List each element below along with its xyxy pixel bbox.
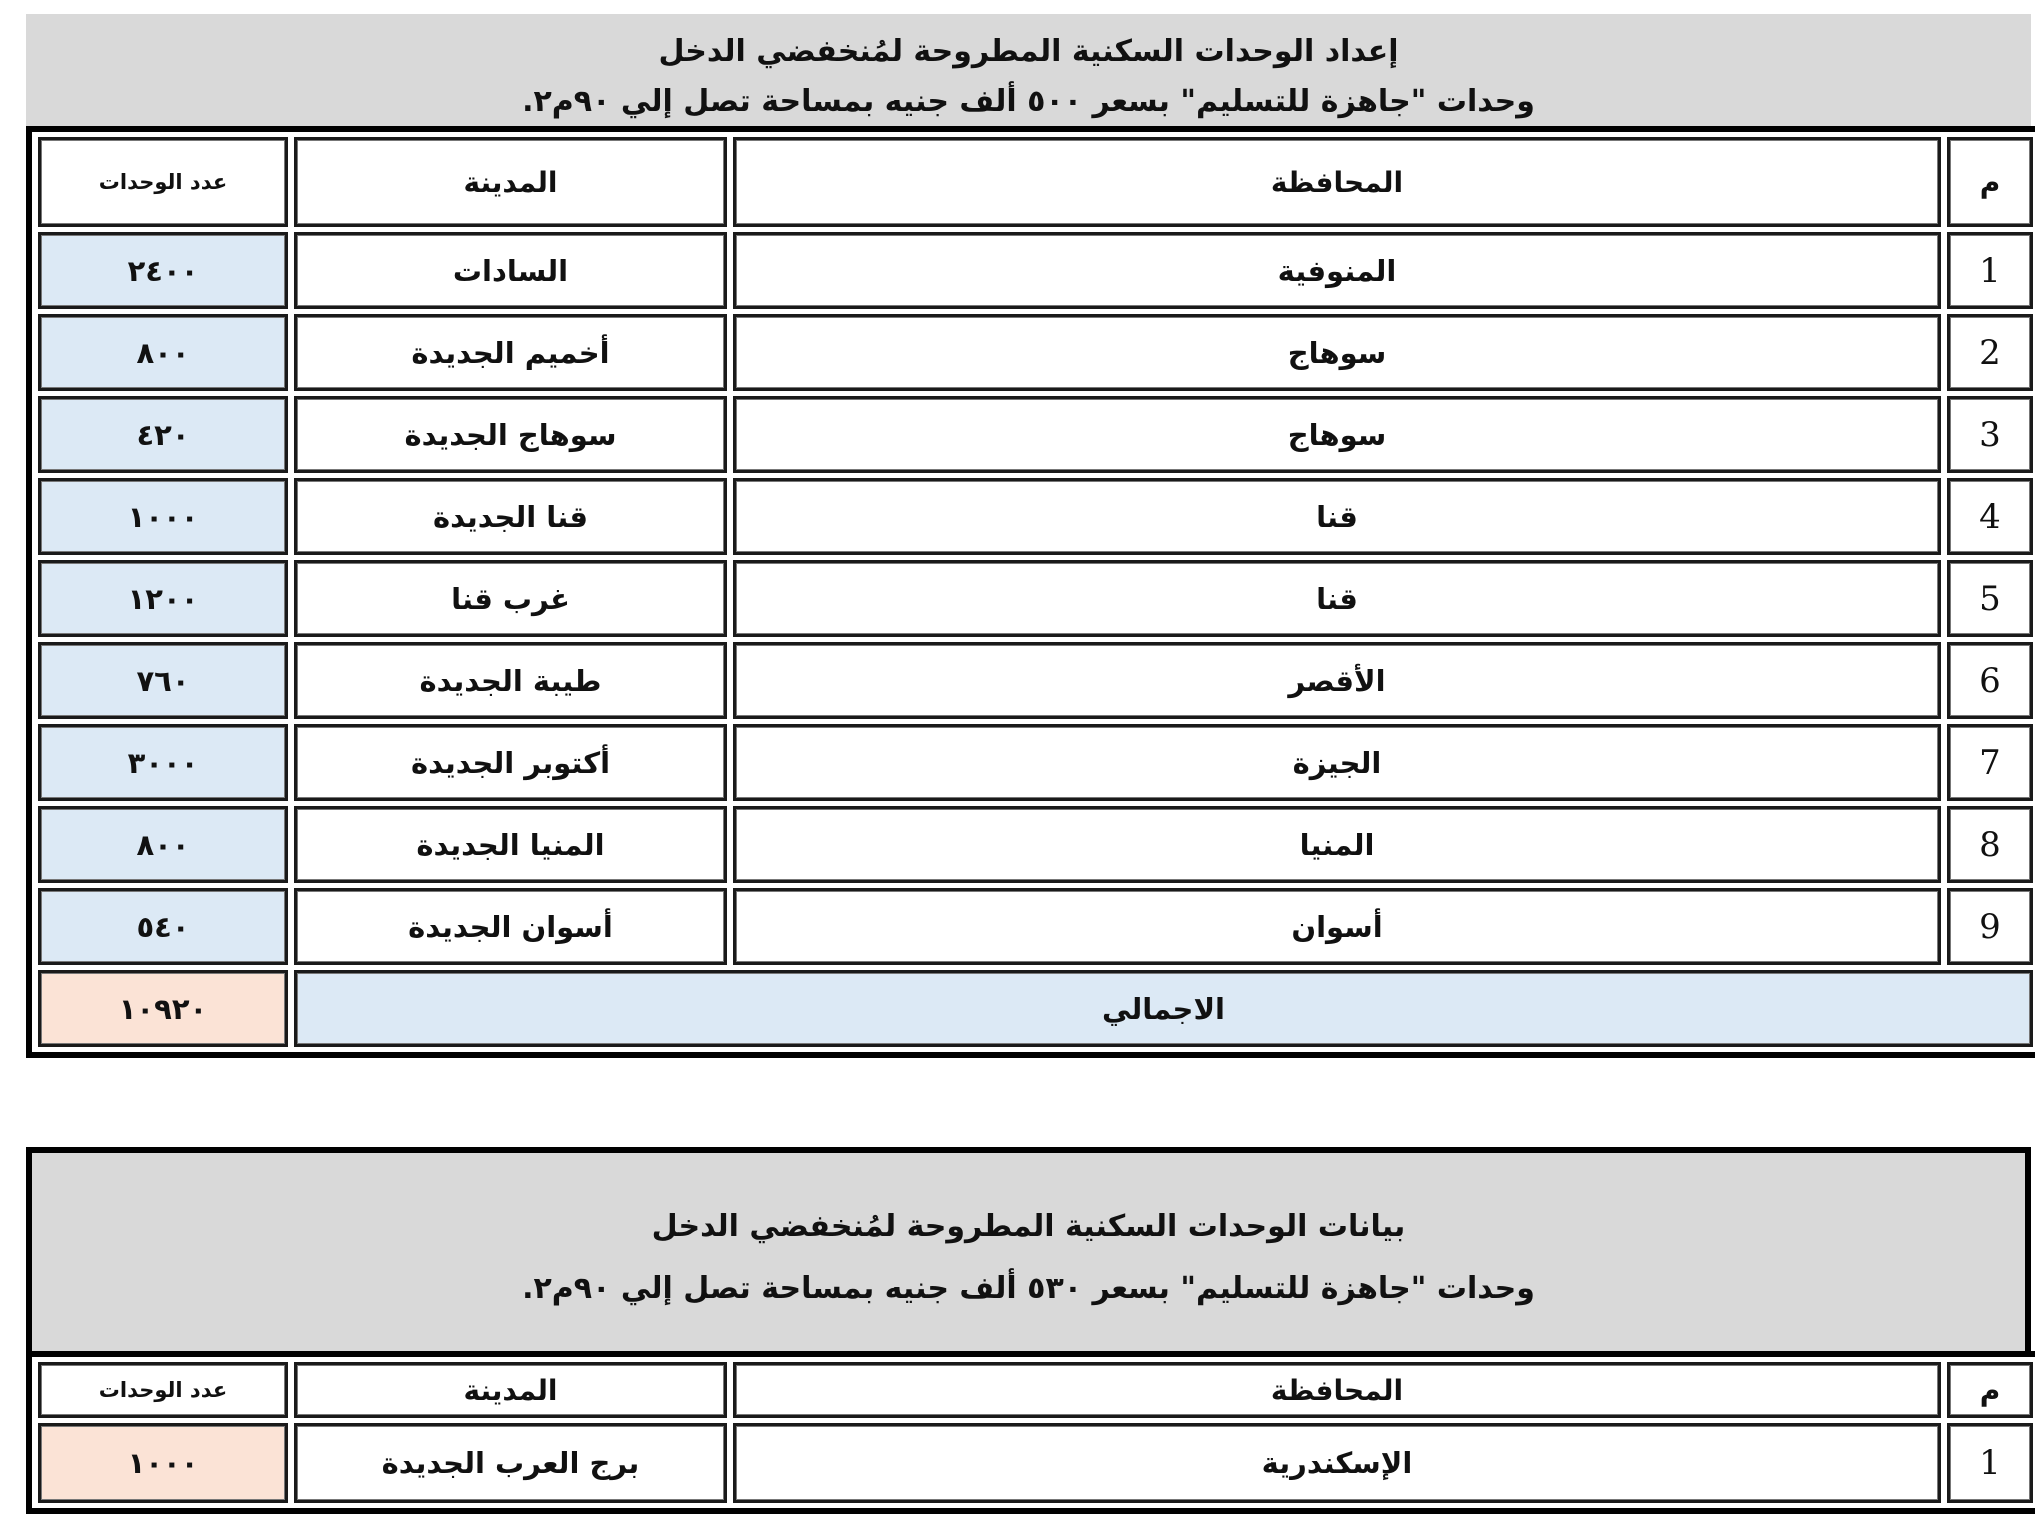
row-index: 1 — [1947, 232, 2033, 309]
row-units: ٨٠٠ — [38, 806, 288, 883]
section-1-table — [26, 126, 2035, 1058]
total-label: الاجمالي — [294, 970, 2033, 1047]
row-units: ٨٠٠ — [38, 314, 288, 391]
header-governorate: المحافظة — [733, 1362, 1941, 1418]
section-1-header-row — [38, 137, 2033, 227]
section-1-subtitle: وحدات "جاهزة للتسليم" بسعر ٥٠٠ ألف جنيه بمساحة تصل إلي ٩٠م٢. — [522, 84, 1535, 119]
row-units: ١٠٠٠ — [38, 1423, 288, 1503]
section-2-subtitle: وحدات "جاهزة للتسليم" بسعر ٥٣٠ ألف جنيه بمساحة تصل إلي ٩٠م٢. — [522, 1271, 1535, 1306]
row-city: أخميم الجديدة — [294, 314, 727, 391]
row-city: سوهاج الجديدة — [294, 396, 727, 473]
total-row — [38, 970, 2033, 1047]
header-governorate: المحافظة — [733, 137, 1941, 227]
row-city: السادات — [294, 232, 727, 309]
header-index: م — [1947, 1362, 2033, 1418]
row-city: أكتوبر الجديدة — [294, 724, 727, 801]
row-units: ٢٤٠٠ — [38, 232, 288, 309]
table-row — [38, 314, 2033, 391]
row-governorate: قنا — [733, 560, 1941, 637]
row-units: ٣٠٠٠ — [38, 724, 288, 801]
row-city: المنيا الجديدة — [294, 806, 727, 883]
row-units: ٤٢٠ — [38, 396, 288, 473]
row-city: غرب قنا — [294, 560, 727, 637]
row-city: برج العرب الجديدة — [294, 1423, 727, 1503]
row-city: أسوان الجديدة — [294, 888, 727, 965]
row-city: طيبة الجديدة — [294, 642, 727, 719]
table-row — [38, 560, 2033, 637]
row-index: 5 — [1947, 560, 2033, 637]
row-index: 2 — [1947, 314, 2033, 391]
row-governorate: الأقصر — [733, 642, 1941, 719]
row-index: 7 — [1947, 724, 2033, 801]
row-units: ٧٦٠ — [38, 642, 288, 719]
row-governorate: أسوان — [733, 888, 1941, 965]
row-governorate: سوهاج — [733, 314, 1941, 391]
row-index: 9 — [1947, 888, 2033, 965]
header-index: م — [1947, 137, 2033, 227]
table-row — [38, 642, 2033, 719]
row-city: قنا الجديدة — [294, 478, 727, 555]
section-2-table — [26, 1351, 2035, 1514]
section-2-title-box — [26, 1147, 2031, 1351]
total-units: ١٠٩٢٠ — [38, 970, 288, 1047]
section-2-header-row — [38, 1362, 2033, 1418]
header-city: المدينة — [294, 137, 727, 227]
section-1-title: إعداد الوحدات السكنية المطروحة لمُنخفضي الدخل — [658, 34, 1399, 69]
header-units: عدد الوحدات — [38, 1362, 288, 1418]
row-governorate: المنوفية — [733, 232, 1941, 309]
row-units: ٥٤٠ — [38, 888, 288, 965]
row-governorate: الجيزة — [733, 724, 1941, 801]
row-units: ١٠٠٠ — [38, 478, 288, 555]
row-index: 8 — [1947, 806, 2033, 883]
table-row — [38, 232, 2033, 309]
section-2-title: بيانات الوحدات السكنية المطروحة لمُنخفضي الدخل — [651, 1209, 1406, 1244]
header-units: عدد الوحدات — [38, 137, 288, 227]
row-index: 4 — [1947, 478, 2033, 555]
table-row — [38, 888, 2033, 965]
row-index: 6 — [1947, 642, 2033, 719]
row-governorate: قنا — [733, 478, 1941, 555]
row-governorate: المنيا — [733, 806, 1941, 883]
section-1-title-box — [26, 14, 2031, 126]
table-row — [38, 1423, 2033, 1503]
row-governorate: سوهاج — [733, 396, 1941, 473]
table-row — [38, 478, 2033, 555]
row-governorate: الإسكندرية — [733, 1423, 1941, 1503]
row-index: 1 — [1947, 1423, 2033, 1503]
header-city: المدينة — [294, 1362, 727, 1418]
row-index: 3 — [1947, 396, 2033, 473]
row-units: ١٢٠٠ — [38, 560, 288, 637]
table-row — [38, 396, 2033, 473]
table-row — [38, 724, 2033, 801]
table-row — [38, 806, 2033, 883]
